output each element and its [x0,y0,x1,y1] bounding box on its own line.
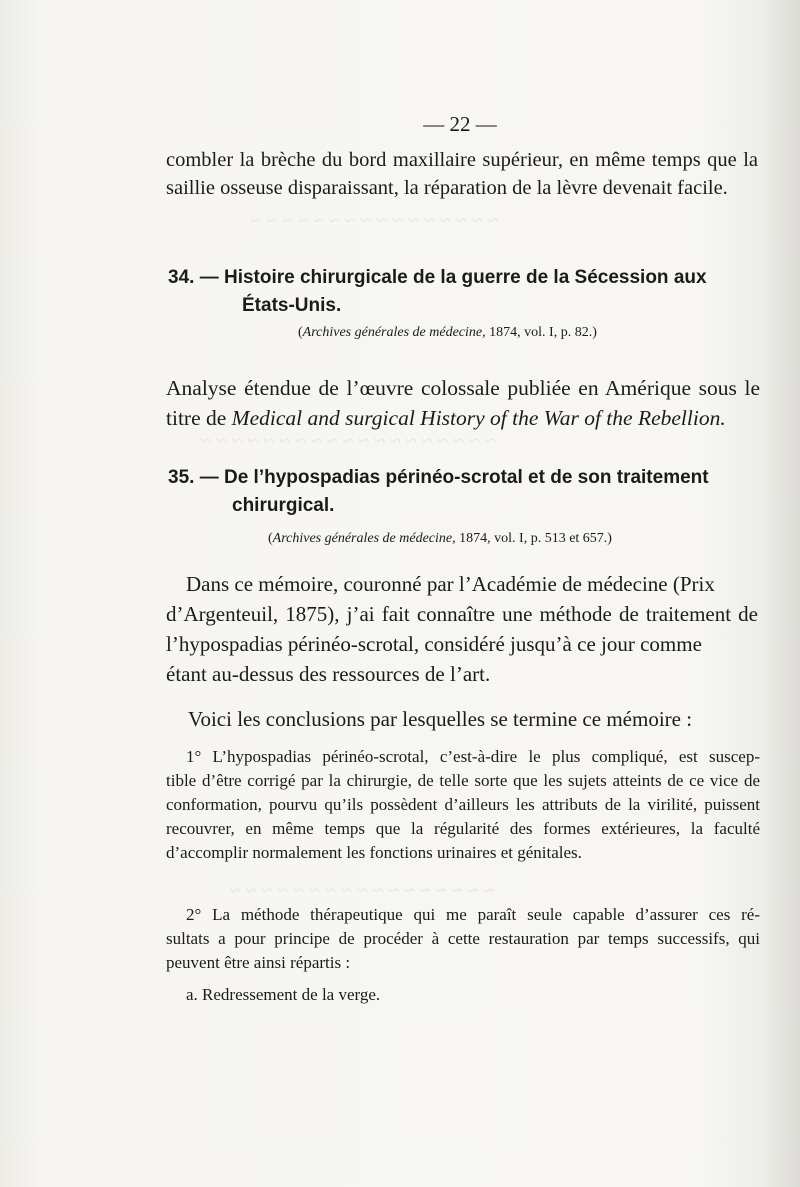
citation-details: 1874, vol. I, p. 513 et 657. [459,531,608,546]
entry-35-heading [168,464,760,520]
entry-35-citation: (Archives générales de médecine, 1874, vol. I, p. 513 et 657.) [268,531,612,546]
entry-35-paragraph [166,569,758,689]
entry-34-paragraph [166,373,760,433]
entry-35-paragraph-line2: d’Argenteuil, 1875), j’ai fait connaître une méthode de traitement de l’hypospadias périnéo-scrotal, considéré jusqu’à ce jour comme [166,602,758,656]
citation-details: 1874, vol. I, p. 82. [489,325,593,340]
conclusion-2-first-line: 2° La méthode thérapeutique qui me paraît seule capable d’assurer ces ré- [186,905,760,924]
conclusion-2 [166,903,760,975]
conclusion-1-first-line: 1° L’hypospadias périnéo-scrotal, c’est-à-dire le plus compliqué, est suscep- [186,747,760,766]
entry-34-citation: (Archives générales de médecine, 1874, vol. I, p. 82.) [298,325,597,340]
conclusion-a: a. Redressement de la verge. [186,985,381,1004]
page-edge-shadow [760,0,800,1187]
conclusion-2-body: sultats a pour principe de procéder à cette restauration par temps successifs, qui peuvent être ainsi répartis : [166,929,760,972]
citation-journal: Archives générales de médecine, [272,531,456,546]
citation-journal: Archives générales de médecine, [302,325,486,340]
conclusion-1 [166,745,760,865]
intro-paragraph: combler la brèche du bord maxillaire supérieur, en même temps que la saillie osseuse disparaissant, la réparation de la lèvre devenait facile. [166,149,758,199]
entry-35-heading-line1: 35. — De l’hypospadias périnéo-scrotal et de son traitement [168,467,709,488]
bleed-through: ~ ~ ~ ~ ~ ~ ~ ~ ~ ~ ~ ~ ~ ~ ~ ~ ~ ~ ~ [200,430,496,452]
entry-35-heading-line2: chirurgical. [232,495,335,516]
entry-34-heading-line2: États-Unis. [242,295,342,316]
entry-34-heading [168,264,758,320]
entry-35-paragraph-line3: étant au-dessus des ressources de l’art. [166,662,491,686]
bleed-through: ~ ~ ~ ~ ~ ~ ~ ~ ~ ~ ~ ~ ~ ~ ~ ~ ~ [230,880,494,902]
entry-34-heading-line1: 34. — Histoire chirurgicale de la guerre de la Sécession aux [168,267,707,288]
conclusions-intro: Voici les conclusions par lesquelles se termine ce mémoire : [188,707,693,731]
page-number: — 22 — [423,112,497,136]
entry-35-paragraph-line1: Dans ce mémoire, couronné par l’Académie de médecine (Prix [186,572,715,596]
entry-34-book-title: Medical and surgical History of the War of the Rebellion. [231,406,726,430]
entry-34-text: Analyse étendue de l’œuvre colossale publiée en Amérique sous le titre de [166,376,760,430]
bleed-through: ~ ~ ~ ~ ~ ~ ~ ~ ~ ~ ~ ~ ~ ~ ~ ~ [250,210,499,232]
conclusion-1-body: tible d’être corrigé par la chirurgie, de telle sorte que les sujets atteints de ce vice de conformation, pourvu qu’ils possèdent d’ailleurs les attributs de la virilité, puissent recouvrer, en même temps que la régularité des formes extérieures, la faculté d’accomplir normalement les fonctions urinaires et génitales. [166,771,760,862]
